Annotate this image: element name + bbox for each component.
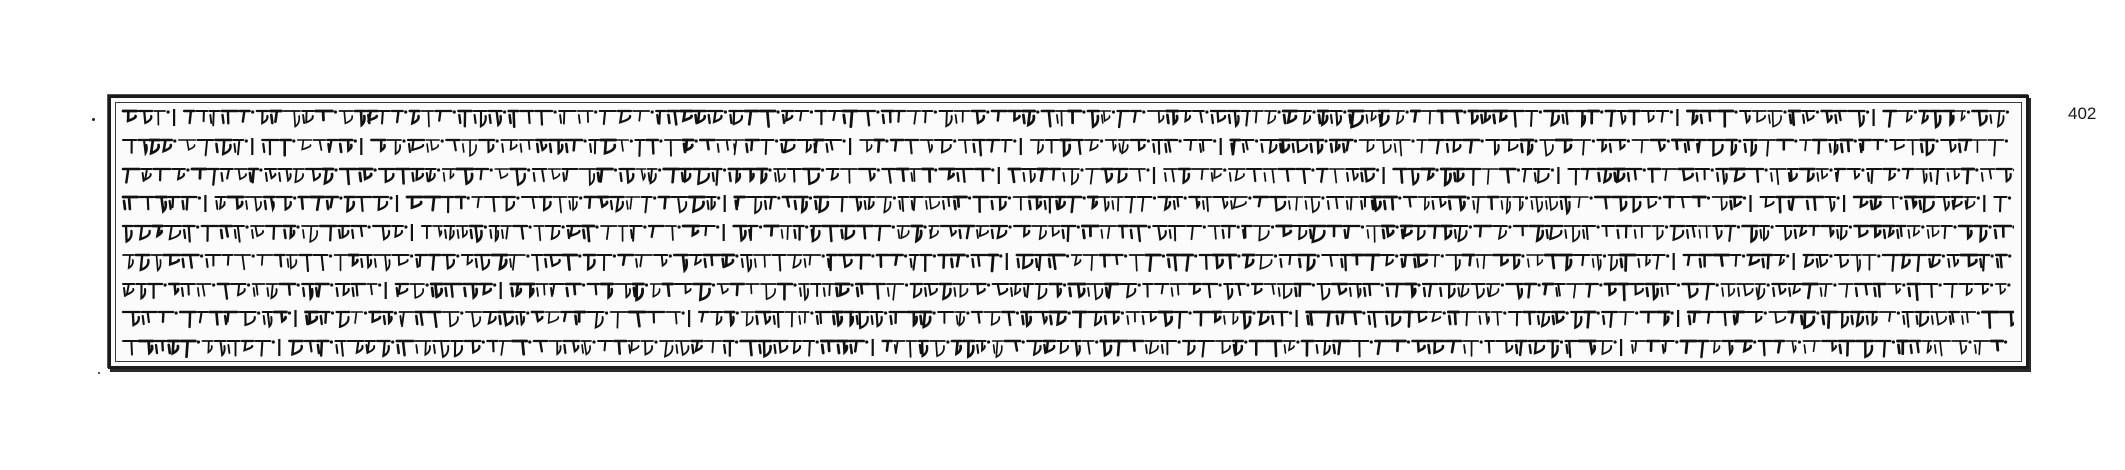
- text-line: [119, 104, 2018, 130]
- text-line: [119, 190, 2018, 216]
- script-glyphs: [119, 277, 2014, 303]
- scan-speck: [1998, 368, 2001, 370]
- tibetan-text-block: [119, 104, 2018, 360]
- script-glyphs: [119, 133, 2014, 159]
- script-glyphs: [119, 248, 2014, 274]
- folio-border: [108, 95, 2029, 369]
- text-line: [119, 133, 2018, 159]
- scan-speck: [92, 118, 95, 121]
- text-line: [119, 277, 2018, 303]
- scan-speck: [98, 372, 100, 374]
- script-glyphs: [119, 219, 2014, 245]
- text-line: [119, 219, 2018, 245]
- text-line: [119, 248, 2018, 274]
- page-number: 402: [2068, 104, 2097, 123]
- text-line: [119, 334, 2018, 360]
- script-glyphs: [119, 334, 2014, 360]
- text-line: [119, 162, 2018, 188]
- script-glyphs: [119, 162, 2014, 188]
- script-glyphs: [119, 305, 2014, 331]
- script-glyphs: [119, 104, 2014, 130]
- text-line: [119, 305, 2018, 331]
- script-glyphs: [119, 190, 2014, 216]
